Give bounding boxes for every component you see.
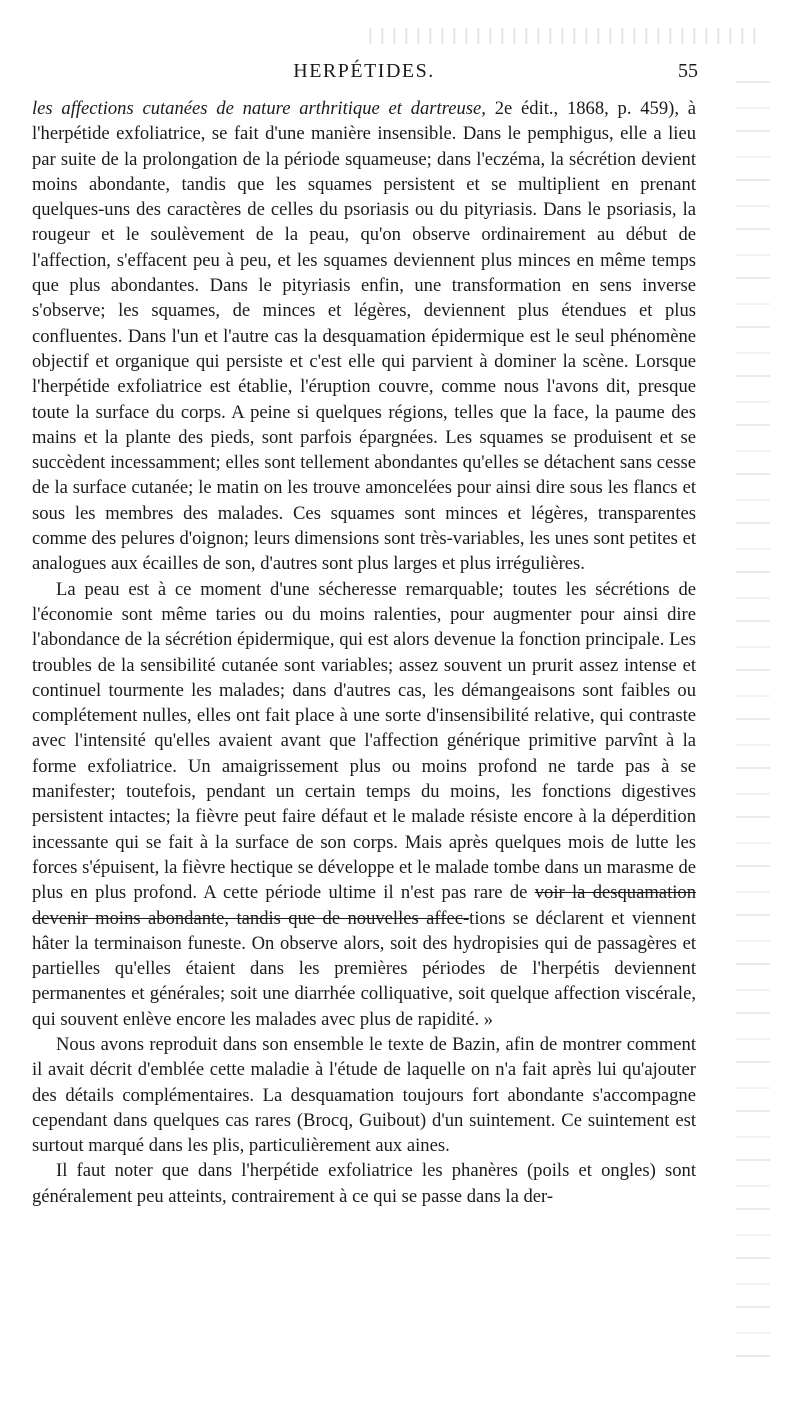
paragraph-2 xyxy=(32,577,696,1032)
paragraph-2-text-end: tions se déclarent et viennent hâter la terminaison funeste. On observe alors, soit des hydropisies qui de passagères et partielles qu'elles étaient dans les premières périodes de l'herpétis deviennent permanentes et générales; soit une diarrhée colliquative, soit quelque affection viscérale, qui souvent enlève encore les malades avec plus de rapidité. » xyxy=(32,907,696,1030)
struck-through-line: voir la desquamation devenir moins abondante, tandis que de nouvelles affec- xyxy=(32,882,696,929)
paragraph-1 xyxy=(32,96,696,577)
running-title: HERPÉTIDES. xyxy=(293,60,435,82)
page-number: 55 xyxy=(678,60,698,82)
page-header xyxy=(30,60,698,90)
body-text xyxy=(32,96,696,1209)
scan-artifact-margin xyxy=(736,60,770,1380)
paragraph-3: Nous avons reproduit dans son ensemble le texte de Bazin, afin de montrer comment il avait décrit d'emblée cette maladie à l'étude de laquelle on n'a fait après lui qu'ajouter des détails complémentaires. La desquamation toujours fort abondante s'accompagne cependant dans quelques cas rares (Brocq, Guibout) d'un suintement. Ce suintement est surtout marqué dans les plis, particulièrement aux aines. xyxy=(32,1033,696,1157)
italic-reference: les affections cutanées de nature arthritique et dartreuse, xyxy=(32,98,486,119)
paragraph-1-text: 2e édit., 1868, p. 459), à l'herpétide exfoliatrice, se fait d'une manière insensible. Dans le pemphigus, elle a lieu par suite de la prolongation de la période squameuse; dans l'eczéma, la sécrétion devient moins abondante, tandis que les squames persistent et se multiplient en prenant quelques-uns des caractères de celles du psoriasis ou du pityriasis. Dans le psoriasis, la rougeur et le soulèvement de la peau, qu'on observe ordinairement au début de l'affection, s'effacent peu à peu, et les squames deviennent plus minces en même temps que plus abondantes. Dans le pityriasis enfin, une transformation en sens inverse s'observe; les squames, de minces et légères, deviennent plus étendues et plus confluentes. Dans l'un et l'autre cas la desquamation épidermique est le seul phénomène objectif et organique qui persiste et c'est elle qui parvient à dominer la scène. Lorsque l'herpétide exfoliatrice est établie, l'éruption couvre, comme nous l'avons dit, presque toute la surface du corps. A peine si quelques régions, telles que la face, la paume des mains et la plante des pieds, sont parfois épargnées. Les squames se produisent et se succèdent incessamment; elles sont tellement abondantes qu'elles se détachent sans cesse de la surface cutanée; le matin on les trouve amoncelées pour ainsi dire sous les flancs et sous les membres des malades. Ces squames sont minces et légères, transparentes comme des pelures d'oignon; leurs dimensions sont très-variables, les unes sont petites et analogues aux écailles de son, d'autres sont plus larges et plus irrégulières. xyxy=(32,98,697,575)
paragraph-2-text-start: La peau est à ce moment d'une sécheresse remarquable; toutes les sécrétions de l'économie sont même taries ou du moins ralenties, pour augmenter pour ainsi dire l'abondance de la sécrétion épidermique, qui est alors devenue la fonction principale. Les troubles de la sensibilité cutanée sont variables; assez souvent un prurit assez intense et continuel tourmente les malades; dans d'autres cas, les démangeaisons sont faibles ou complétement nulles, elles ont fait place à une sorte d'insensibilité relative, qui contraste avec l'intensité qu'elles avaient avant que l'affection générique primitive parvînt à la forme exfoliatrice. Un amaigrissement plus ou moins profond ne tarde pas à se manifester; toutefois, pendant un certain temps du moins, les fonctions digestives persistent intactes; la fièvre peut faire défaut et le malade résiste encore à la déperdition incessante qui se fait à la surface de son corps. Mais après quelques mois de lutte les forces s'épuisent, la fièvre hectique se développe et le malade tombe dans un marasme de plus en plus profond. A cette période ultime il n'est pas rare de xyxy=(32,578,696,904)
paragraph-4: Il faut noter que dans l'herpétide exfoliatrice les phanères (poils et ongles) sont généralement peu atteints, contrairement à ce qui se passe dans la der- xyxy=(32,1160,696,1207)
scan-artifact-top xyxy=(360,28,760,44)
